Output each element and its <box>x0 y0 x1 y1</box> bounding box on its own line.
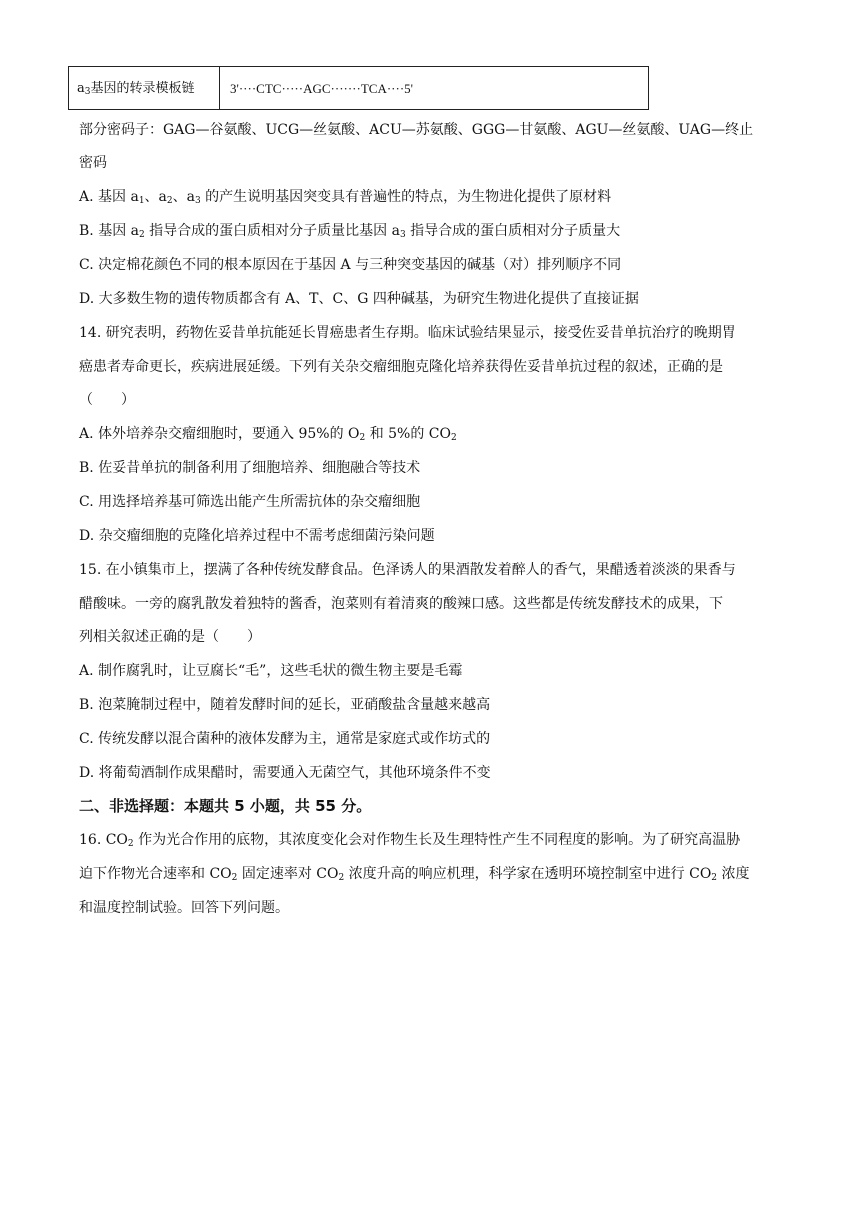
q14-stem-line1: 14. 研究表明，药物佐妥昔单抗能延长胃癌患者生存期。临床试验结果显示，接受佐妥昔单抗治疗的晚期胃 <box>79 325 736 341</box>
q14-option-b: B. 佐妥昔单抗的制备利用了细胞培养、细胞融合等技术 <box>79 460 421 476</box>
q13-option-a: A. 基因 $a_1$、$a_2$、$a_3$ 的产生说明基因突变具有普遍性的特点，为生物进化提供了原材料 <box>79 189 612 206</box>
q14-option-a: A. 体外培养杂交瘤细胞时，要通入 95%的 $O_2$ 和 5%的 $CO_2$ <box>79 426 457 443</box>
q15-stem-line2: 醋酸味。一旁的腐乳散发着独特的酱香，泡菜则有着清爽的酸辣口感。这些都是传统发酵技术的成果，下 <box>79 596 723 612</box>
q16-stem-line2: 迫下作物光合速率和 $CO_2$ 固定速率对 $CO_2$ 浓度升高的响应机理，科学家在透明环境控制室中进行 $CO_2$ 浓度 <box>79 866 750 883</box>
codon-note-line2: 密码 <box>79 155 107 171</box>
label-suffix: 基因的转录模板链 <box>90 81 195 96</box>
section-heading: 二、非选择题：本题共 5 小题，共 55 分。 <box>79 797 372 815</box>
q15-option-d: D. 将葡萄酒制作成果醋时，需要通入无菌空气，其他环境条件不变 <box>79 765 491 781</box>
q15-option-a: A. 制作腐乳时，让豆腐长“毛”，这些毛状的微生物主要是毛霉 <box>79 663 463 679</box>
gene-sequence-table <box>68 66 649 110</box>
label-prefix: a <box>77 81 85 96</box>
q13-option-b: B. 基因 $a_2$ 指导合成的蛋白质相对分子质量比基因 $a_3$ 指导合成的蛋白质相对分子质量大 <box>79 223 621 240</box>
q14-option-d: D. 杂交瘤细胞的克隆化培养过程中不需考虑细菌污染问题 <box>79 528 435 544</box>
q14-stem-line2: 癌患者寿命更长，疾病进展延缓。下列有关杂交瘤细胞克隆化培养获得佐妥昔单抗过程的叙述，正确的是 <box>79 359 723 375</box>
q15-stem-line3: 列相关叙述正确的是（ ） <box>79 629 261 645</box>
q13-option-d: D. 大多数生物的遗传物质都含有 A、T、C、G 四种碱基，为研究生物进化提供了直接证据 <box>79 291 639 307</box>
table-label-cell <box>69 67 220 109</box>
q15-option-b: B. 泡菜腌制过程中，随着发酵时间的延长，亚硝酸盐含量越来越高 <box>79 697 491 713</box>
q15-option-c: C. 传统发酵以混合菌种的液体发酵为主，通常是家庭式或作坊式的 <box>79 731 491 747</box>
label-subscript: 3 <box>84 87 91 97</box>
q16-stem-line1: 16. $CO_2$ 作为光合作用的底物，其浓度变化会对作物生长及生理特性产生不同程度的影响。为了研究高温胁 <box>79 832 741 849</box>
q15-stem-line1: 15. 在小镇集市上，摆满了各种传统发酵食品。色泽诱人的果酒散发着醉人的香气，果醋透着淡淡的果香与 <box>79 562 736 578</box>
q13-option-c: C. 决定棉花颜色不同的根本原因在于基因 A 与三种突变基因的碱基（对）排列顺序不同 <box>79 257 622 273</box>
codon-note-line1: 部分密码子：GAG—谷氨酸、UCG—丝氨酸、ACU—苏氨酸、GGG—甘氨酸、AGU—丝氨酸、UAG—终止 <box>79 122 754 138</box>
q14-option-c: C. 用选择培养基可筛选出能产生所需抗体的杂交瘤细胞 <box>79 494 421 510</box>
table-sequence-cell: 3'····CTC·····AGC·······TCA····5' <box>230 81 413 96</box>
q14-stem-line3: （ ） <box>79 392 135 408</box>
q16-stem-line3: 和温度控制试验。回答下列问题。 <box>79 900 289 916</box>
